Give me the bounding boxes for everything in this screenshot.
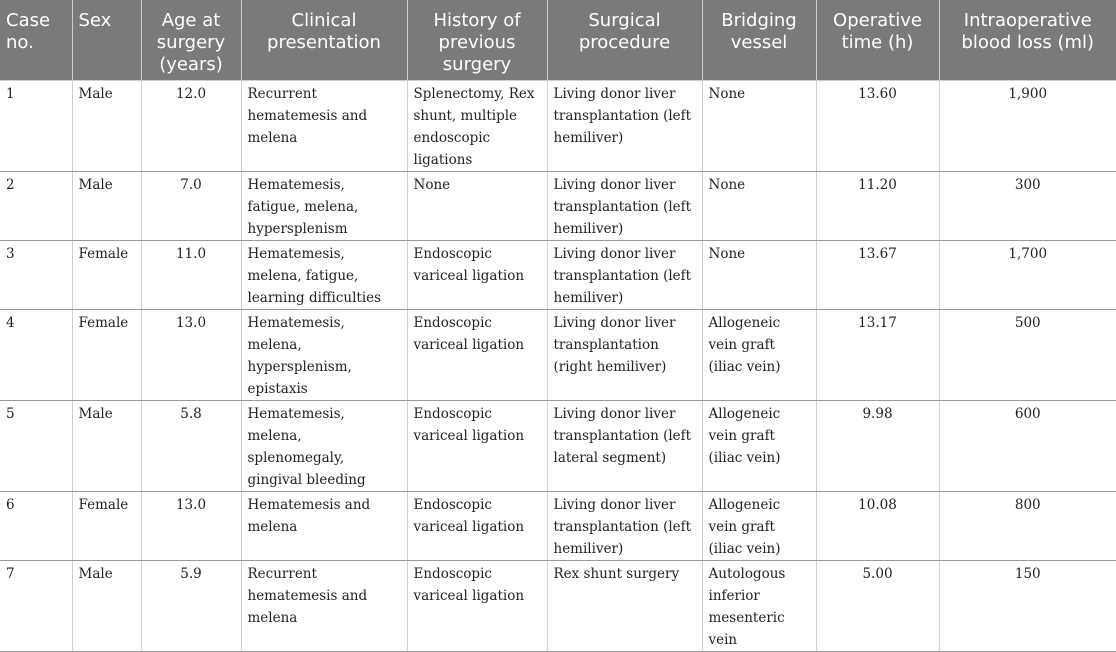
cell-previous-surgery: Endoscopic variceal ligation [407, 241, 547, 310]
cell-case-no: 1 [0, 81, 72, 172]
cell-case-no: 3 [0, 241, 72, 310]
cell-sex: Male [72, 561, 141, 652]
header-surgical-procedure: Surgical procedure [547, 0, 702, 81]
header-history-previous-surgery: History of previous surgery [407, 0, 547, 81]
header-clinical-presentation: Clinical presentation [241, 0, 407, 81]
cell-previous-surgery: None [407, 172, 547, 241]
table-row [0, 81, 1116, 172]
cell-case-no: 6 [0, 492, 72, 561]
header-case-no: Case no. [0, 0, 72, 81]
cell-bridging-vessel: None [702, 172, 816, 241]
cell-age: 7.0 [141, 172, 241, 241]
cell-operative-time: 13.17 [816, 310, 939, 401]
table-row [0, 492, 1116, 561]
cell-surgical-procedure: Living donor liver transplantation (left hemiliver) [547, 81, 702, 172]
cell-surgical-procedure: Living donor liver transplantation (left lateral segment) [547, 401, 702, 492]
cell-bridging-vessel: Allogeneic vein graft (iliac vein) [702, 401, 816, 492]
cell-previous-surgery: Endoscopic variceal ligation [407, 492, 547, 561]
cell-clinical-presentation: Hematemesis, fatigue, melena, hypersplenism [241, 172, 407, 241]
cell-bridging-vessel: Allogeneic vein graft (iliac vein) [702, 492, 816, 561]
cell-blood-loss: 600 [939, 401, 1116, 492]
cell-clinical-presentation: Recurrent hematemesis and melena [241, 561, 407, 652]
cell-clinical-presentation: Hematemesis, melena, hypersplenism, epistaxis [241, 310, 407, 401]
cell-surgical-procedure: Living donor liver transplantation (left hemiliver) [547, 241, 702, 310]
cell-clinical-presentation: Recurrent hematemesis and melena [241, 81, 407, 172]
cell-case-no: 4 [0, 310, 72, 401]
cell-blood-loss: 1,700 [939, 241, 1116, 310]
cell-sex: Female [72, 310, 141, 401]
header-blood-loss: Intraoperative blood loss (ml) [939, 0, 1116, 81]
cell-operative-time: 10.08 [816, 492, 939, 561]
cell-bridging-vessel: Allogeneic vein graft (iliac vein) [702, 310, 816, 401]
cell-previous-surgery: Endoscopic variceal ligation [407, 401, 547, 492]
header-bridging-vessel: Bridging vessel [702, 0, 816, 81]
cell-age: 12.0 [141, 81, 241, 172]
header-operative-time: Operative time (h) [816, 0, 939, 81]
cell-age: 13.0 [141, 492, 241, 561]
cell-age: 5.8 [141, 401, 241, 492]
cell-bridging-vessel: Autologous inferior mesenteric vein [702, 561, 816, 652]
cell-blood-loss: 1,900 [939, 81, 1116, 172]
cell-blood-loss: 300 [939, 172, 1116, 241]
cell-case-no: 2 [0, 172, 72, 241]
table-row [0, 310, 1116, 401]
cell-sex: Female [72, 492, 141, 561]
cell-operative-time: 13.67 [816, 241, 939, 310]
cell-sex: Female [72, 241, 141, 310]
cell-age: 5.9 [141, 561, 241, 652]
cell-sex: Male [72, 172, 141, 241]
table-row [0, 172, 1116, 241]
cell-operative-time: 13.60 [816, 81, 939, 172]
cell-surgical-procedure: Living donor liver transplantation (left hemiliver) [547, 492, 702, 561]
cell-case-no: 7 [0, 561, 72, 652]
cell-blood-loss: 150 [939, 561, 1116, 652]
cell-previous-surgery: Endoscopic variceal ligation [407, 561, 547, 652]
cell-clinical-presentation: Hematemesis, melena, fatigue, learning difficulties [241, 241, 407, 310]
cell-sex: Male [72, 401, 141, 492]
cell-blood-loss: 800 [939, 492, 1116, 561]
cell-case-no: 5 [0, 401, 72, 492]
cell-clinical-presentation: Hematemesis, melena, splenomegaly, gingival bleeding [241, 401, 407, 492]
cell-surgical-procedure: Living donor liver transplantation (left hemiliver) [547, 172, 702, 241]
cell-bridging-vessel: None [702, 81, 816, 172]
cell-previous-surgery: Splenectomy, Rex shunt, multiple endoscopic ligations [407, 81, 547, 172]
cell-operative-time: 5.00 [816, 561, 939, 652]
table-row [0, 561, 1116, 652]
header-age-at-surgery: Age at surgery (years) [141, 0, 241, 81]
cell-operative-time: 9.98 [816, 401, 939, 492]
table-row [0, 241, 1116, 310]
cell-age: 13.0 [141, 310, 241, 401]
table-row [0, 401, 1116, 492]
cell-surgical-procedure: Rex shunt surgery [547, 561, 702, 652]
cell-bridging-vessel: None [702, 241, 816, 310]
cell-blood-loss: 500 [939, 310, 1116, 401]
cell-sex: Male [72, 81, 141, 172]
header-sex: Sex [72, 0, 141, 81]
cell-previous-surgery: Endoscopic variceal ligation [407, 310, 547, 401]
cell-surgical-procedure: Living donor liver transplantation (right hemiliver) [547, 310, 702, 401]
cell-clinical-presentation: Hematemesis and melena [241, 492, 407, 561]
cell-age: 11.0 [141, 241, 241, 310]
table-body [0, 81, 1116, 652]
cell-operative-time: 11.20 [816, 172, 939, 241]
header-row [0, 0, 1116, 81]
